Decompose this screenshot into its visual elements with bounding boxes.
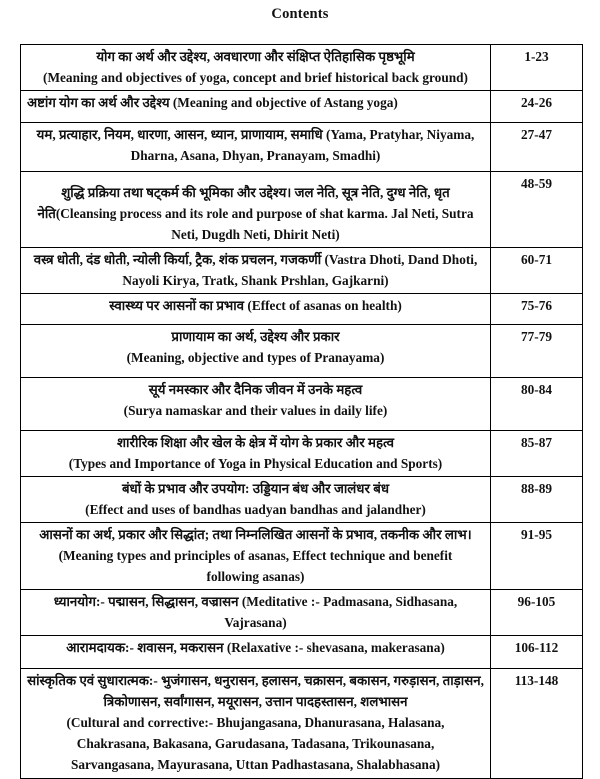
toc-topic-line: (Cultural and corrective:- Bhujangasana, Dhanurasana, Halasana, [66,715,445,730]
toc-topic-line: Chakrasana, Bakasana, Garudasana, Tadasana, Trikounasana, [76,736,435,751]
toc-topic [21,523,491,590]
toc-pages: 113-148 [491,669,583,779]
toc-topic-line: (Effect and uses of bandhas uadyan bandhas and jalandher) [85,502,426,517]
toc-topic-line: सांस्कृतिक एवं सुधारात्मक:- भुजंगासन, धनुरासन, हलासन, चक्रासन, बकासन, गरुड़ासन, ताड़ासन, [27,673,484,688]
toc-topic [21,248,491,294]
toc-topic-line: ध्यानयोग:- पद्मासन, सिद्धासन, वज्रासन (Meditative :- Padmasana, Sidhasana, [53,594,458,609]
toc-topic [21,294,491,325]
toc-topic-line: सूर्य नमस्कार और दैनिक जीवन में उनके महत्व [148,382,363,397]
toc-topic [21,431,491,477]
toc-row [21,248,583,294]
toc-topic-line: बंधों के प्रभाव और उपयोग: उड्डियान बंध और जालंधर बंध [121,481,390,496]
toc-topic-line: प्राणायाम का अर्थ, उद्देश्य और प्रकार [171,329,340,344]
toc-pages: 106-112 [491,636,583,669]
toc-row [21,294,583,325]
toc-row [21,636,583,669]
toc-row [21,378,583,431]
toc-topic-line: शुद्धि प्रक्रिया तथा षट्कर्म की भूमिका और उद्देश्य। जल नेति, सूत्र नेति, दुग्ध नेति, धृत [61,185,450,200]
toc-row [21,477,583,523]
toc-pages: 85-87 [491,431,583,477]
toc-topic-hindi: योग का अर्थ और उद्देश्य, अवधारणा और संक्षिप्त ऐतिहासिक पृष्ठभूमि [96,49,415,64]
toc-topic-line: आसनों का अर्थ, प्रकार और सिद्धांत; तथा निम्नलिखित आसनों के प्रभाव, तकनीक और लाभ। [39,527,472,542]
toc-topic-line: Nayoli Kirya, Tratk, Shank Prshlan, Gajkarni) [122,273,389,288]
toc-row [21,91,583,123]
toc-topic-line: अष्टांग योग का अर्थ और उद्देश्य (Meaning and objective of Astang yoga) [27,95,398,110]
toc-topic [21,91,491,123]
toc-row [21,45,583,91]
toc-topic-line: (Meaning types and principles of asanas, Effect technique and benefit [58,548,453,563]
toc-pages: 1-23 [491,45,583,91]
toc-topic-line: Sarvangasana, Mayurasana, Uttan Padhastasana, Shalabhasana) [70,757,441,772]
toc-topic-line: त्रिकोणासन, सर्वांगासन, मयूरासन, उत्तान पादहस्तासन, शलभासन [103,694,408,709]
toc-topic [21,45,491,91]
toc-topic-line: नेति(Cleansing process and its role and purpose of shat karma. Jal Neti, Sutra [37,206,474,221]
toc-row [21,325,583,378]
toc-row [21,172,583,248]
toc-pages: 24-26 [491,91,583,123]
toc-pages: 48-59 [491,172,583,248]
toc-topic-line: आरामदायक:- शवासन, मकरासन (Relaxative :- shevasana, makerasana) [66,640,445,655]
toc-topic-line: (Surya namaskar and their values in daily life) [123,403,388,418]
toc-pages: 80-84 [491,378,583,431]
toc-row [21,669,583,779]
page-title: Contents [271,6,329,22]
toc-topic [21,636,491,669]
toc-topic [21,172,491,248]
toc-topic [21,378,491,431]
toc-topic [21,325,491,378]
toc-row [21,523,583,590]
toc-topic [21,669,491,779]
toc-topic-line: (Meaning, objective and types of Pranayama) [126,350,385,365]
toc-pages: 75-76 [491,294,583,325]
toc-row [21,123,583,172]
toc-topic [21,123,491,172]
contents-table [20,44,583,779]
toc-topic-line: वस्त्र धोती, दंड धोती, न्योली किर्या, ट्रैक, शंक प्रचलन, गजकर्णी (Vastra Dhoti, Dand Dhoti, [33,252,478,267]
toc-topic-line: Dharna, Asana, Dhyan, Pranayam, Smadhi) [130,148,381,163]
toc-row [21,431,583,477]
toc-pages: 88-89 [491,477,583,523]
toc-topic-line: स्वास्थ्य पर आसनों का प्रभाव (Effect of asanas on health) [109,298,402,313]
toc-topic-line: (Types and Importance of Yoga in Physical Education and Sports) [68,456,443,471]
toc-topic-line: Vajrasana) [224,615,287,630]
toc-row [21,590,583,636]
toc-topic-line: following asanas) [206,569,305,584]
toc-pages: 96-105 [491,590,583,636]
toc-topic-line: Neti, Dugdh Neti, Dhirit Neti) [171,227,340,242]
toc-topic-line: यम, प्रत्याहार, नियम, धारणा, आसन, ध्यान, प्राणायाम, समाधि (Yama, Pratyhar, Niyama, [36,127,475,142]
toc-topic [21,477,491,523]
toc-pages: 77-79 [491,325,583,378]
toc-pages: 91-95 [491,523,583,590]
toc-topic [21,590,491,636]
toc-topic-english: (Meaning and objectives of yoga, concept and brief historical back ground) [43,70,468,85]
toc-pages: 27-47 [491,123,583,172]
toc-pages: 60-71 [491,248,583,294]
toc-topic-line: शारीरिक शिक्षा और खेल के क्षेत्र में योग के प्रकार और महत्व [117,435,394,450]
